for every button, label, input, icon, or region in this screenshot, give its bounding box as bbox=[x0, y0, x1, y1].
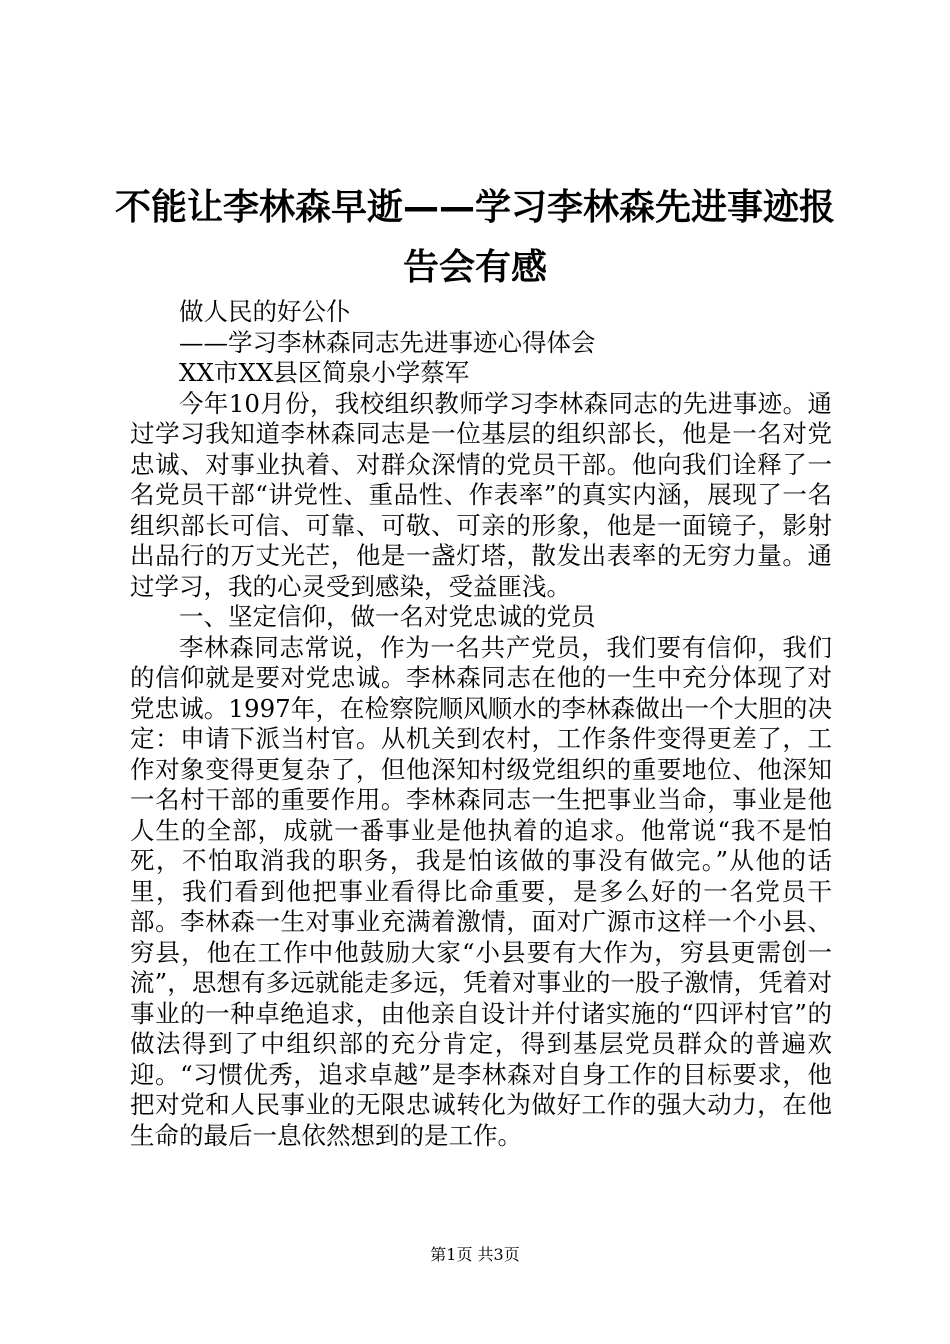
section-heading: 一、坚定信仰，做一名对党忠诚的党员 bbox=[179, 602, 596, 631]
document-title: 不能让李林森早逝——学习李林森先进事迹报告会有感 bbox=[114, 187, 835, 288]
document-body bbox=[130, 297, 832, 1151]
page-footer: 第1页 共3页 bbox=[430, 1245, 520, 1264]
author-line: XX市XX县区简泉小学蔡军 bbox=[179, 358, 470, 387]
subtitle-line: 做人民的好公仆 bbox=[179, 297, 351, 326]
body-paragraph: 李林森同志常说，作为一名共产党员，我们要有信仰，我们的信仰就是要对党忠诚。李林森同志在他的一生中充分体现了对党忠诚。1997年，在检察院顺风顺水的李林森做出一个大胆的决定：申请下派当村官。从机关到农村，工作条件变得更差了，工作对象变得更复杂了，但他深知村级党组织的重要地位、他深知一名村干部的重要作用。李林森同志一生把事业当命，事业是他人生的全部，成就一番事业是他执着的追求。他常说“我不是怕死，不怕取消我的职务，我是怕该做的事没有做完。”从他的话里，我们看到他把事业看得比命重要，是多么好的一名党员干部。李林森一生对事业充满着激情，面对广源市这样一个小县、穷县，他在工作中他鼓励大家“小县要有大作为，穷县更需创一流”，思想有多远就能走多远，凭着对事业的一股子激情，凭着对事业的一种卓绝追求，由他亲自设计并付诸实施的“四评村官”的做法得到了中组织部的充分肯定，得到基层党员群众的普遍欢迎。“习惯优秀，追求卓越”是李林森对自身工作的目标要求，他把对党和人民事业的无限忠诚转化为做好工作的强大动力，在他生命的最后一息依然想到的是工作。 bbox=[130, 632, 832, 1150]
subtitle-line: ——学习李林森同志先进事迹心得体会 bbox=[179, 327, 596, 357]
body-paragraph: 今年10月份，我校组织教师学习李林森同志的先进事迹。通过学习我知道李林森同志是一位基层的组织部长，他是一名对党忠诚、对事业执着、对群众深情的党员干部。他向我们诠释了一名党员干部“讲党性、重品性、作表率”的真实内涵，展现了一名组织部长可信、可靠、可敬、可亲的形象，他是一面镜子，影射出品行的万丈光芒，他是一盏灯塔，散发出表率的无穷力量。通过学习，我的心灵受到感染，受益匪浅。 bbox=[130, 388, 832, 601]
